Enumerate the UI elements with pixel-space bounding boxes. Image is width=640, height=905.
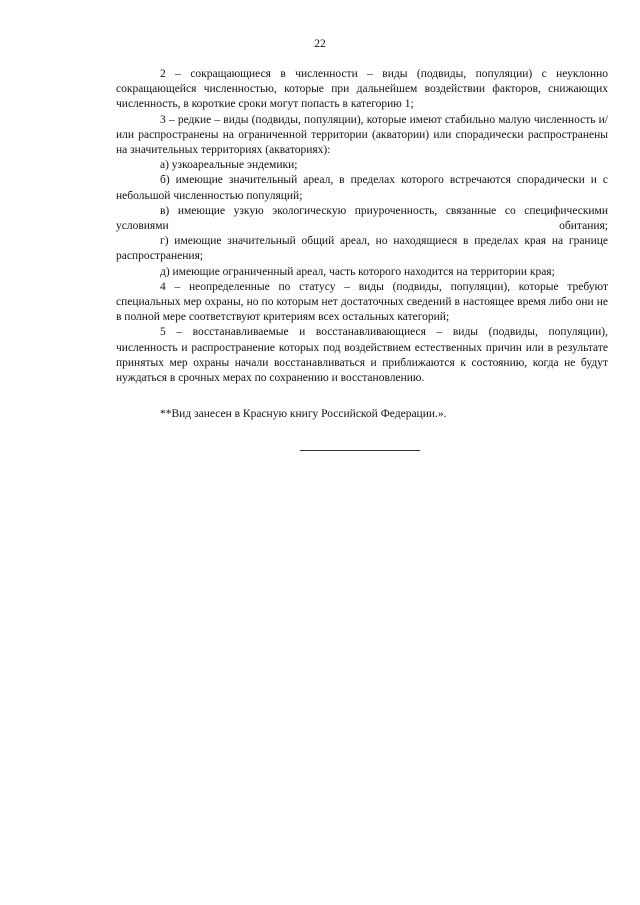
document-body	[116, 67, 608, 422]
list-item-d: д) имеющие ограниченный ареал, часть которого находится на территории края;	[160, 265, 555, 278]
paragraph-category-5: 5 – восстанавливаемые и восстанавливающиеся – виды (подвиды, популяции), численность и распространение которых под воздействием естественных причин или в результате принятых мер охраны начали восстанавливаться и приближаются к состоянию, когда не будут нуждаться в срочных мерах по сохранению и восстановлению.	[116, 326, 608, 385]
list-item-a: а) узкоареальные эндемики;	[160, 159, 298, 172]
list-item-v: в) имеющие узкую экологическую приуроченность, связанные со специфическими условиями обитания;	[116, 204, 608, 233]
footnote: **Вид занесен в Красную книгу Российской Федерации.».	[160, 408, 447, 421]
page-number: 22	[314, 38, 326, 50]
closing-rule	[300, 450, 420, 451]
list-item-g: г) имеющие значительный общий ареал, но находящиеся в пределах края на границе распространения;	[116, 235, 608, 263]
list-item-b: б) имеющие значительный ареал, в пределах которого встречаются спорадически и с небольшой численностью популяций;	[116, 174, 608, 202]
paragraph-category-4: 4 – неопределенные по статусу – виды (подвиды, популяции), которые требуют специальных мер охраны, но по которым нет достаточных сведений в настоящее время либо они не в полной мере соответствуют критериям всех остальных категорий;	[116, 280, 608, 324]
paragraph-category-2: 2 – сокращающиеся в численности – виды (подвиды, популяции) с неуклонно сокращающейся численностью, которые при дальнейшем воздействии факторов, снижающих численность, в короткие сроки могут попасть в категорию 1;	[116, 68, 608, 111]
paragraph-category-3: 3 – редкие – виды (подвиды, популяции), которые имеют стабильно малую численность и/или распространены на ограниченной территории (акватории) или спорадически распространены на значительных территориях (акваториях):	[116, 113, 608, 157]
